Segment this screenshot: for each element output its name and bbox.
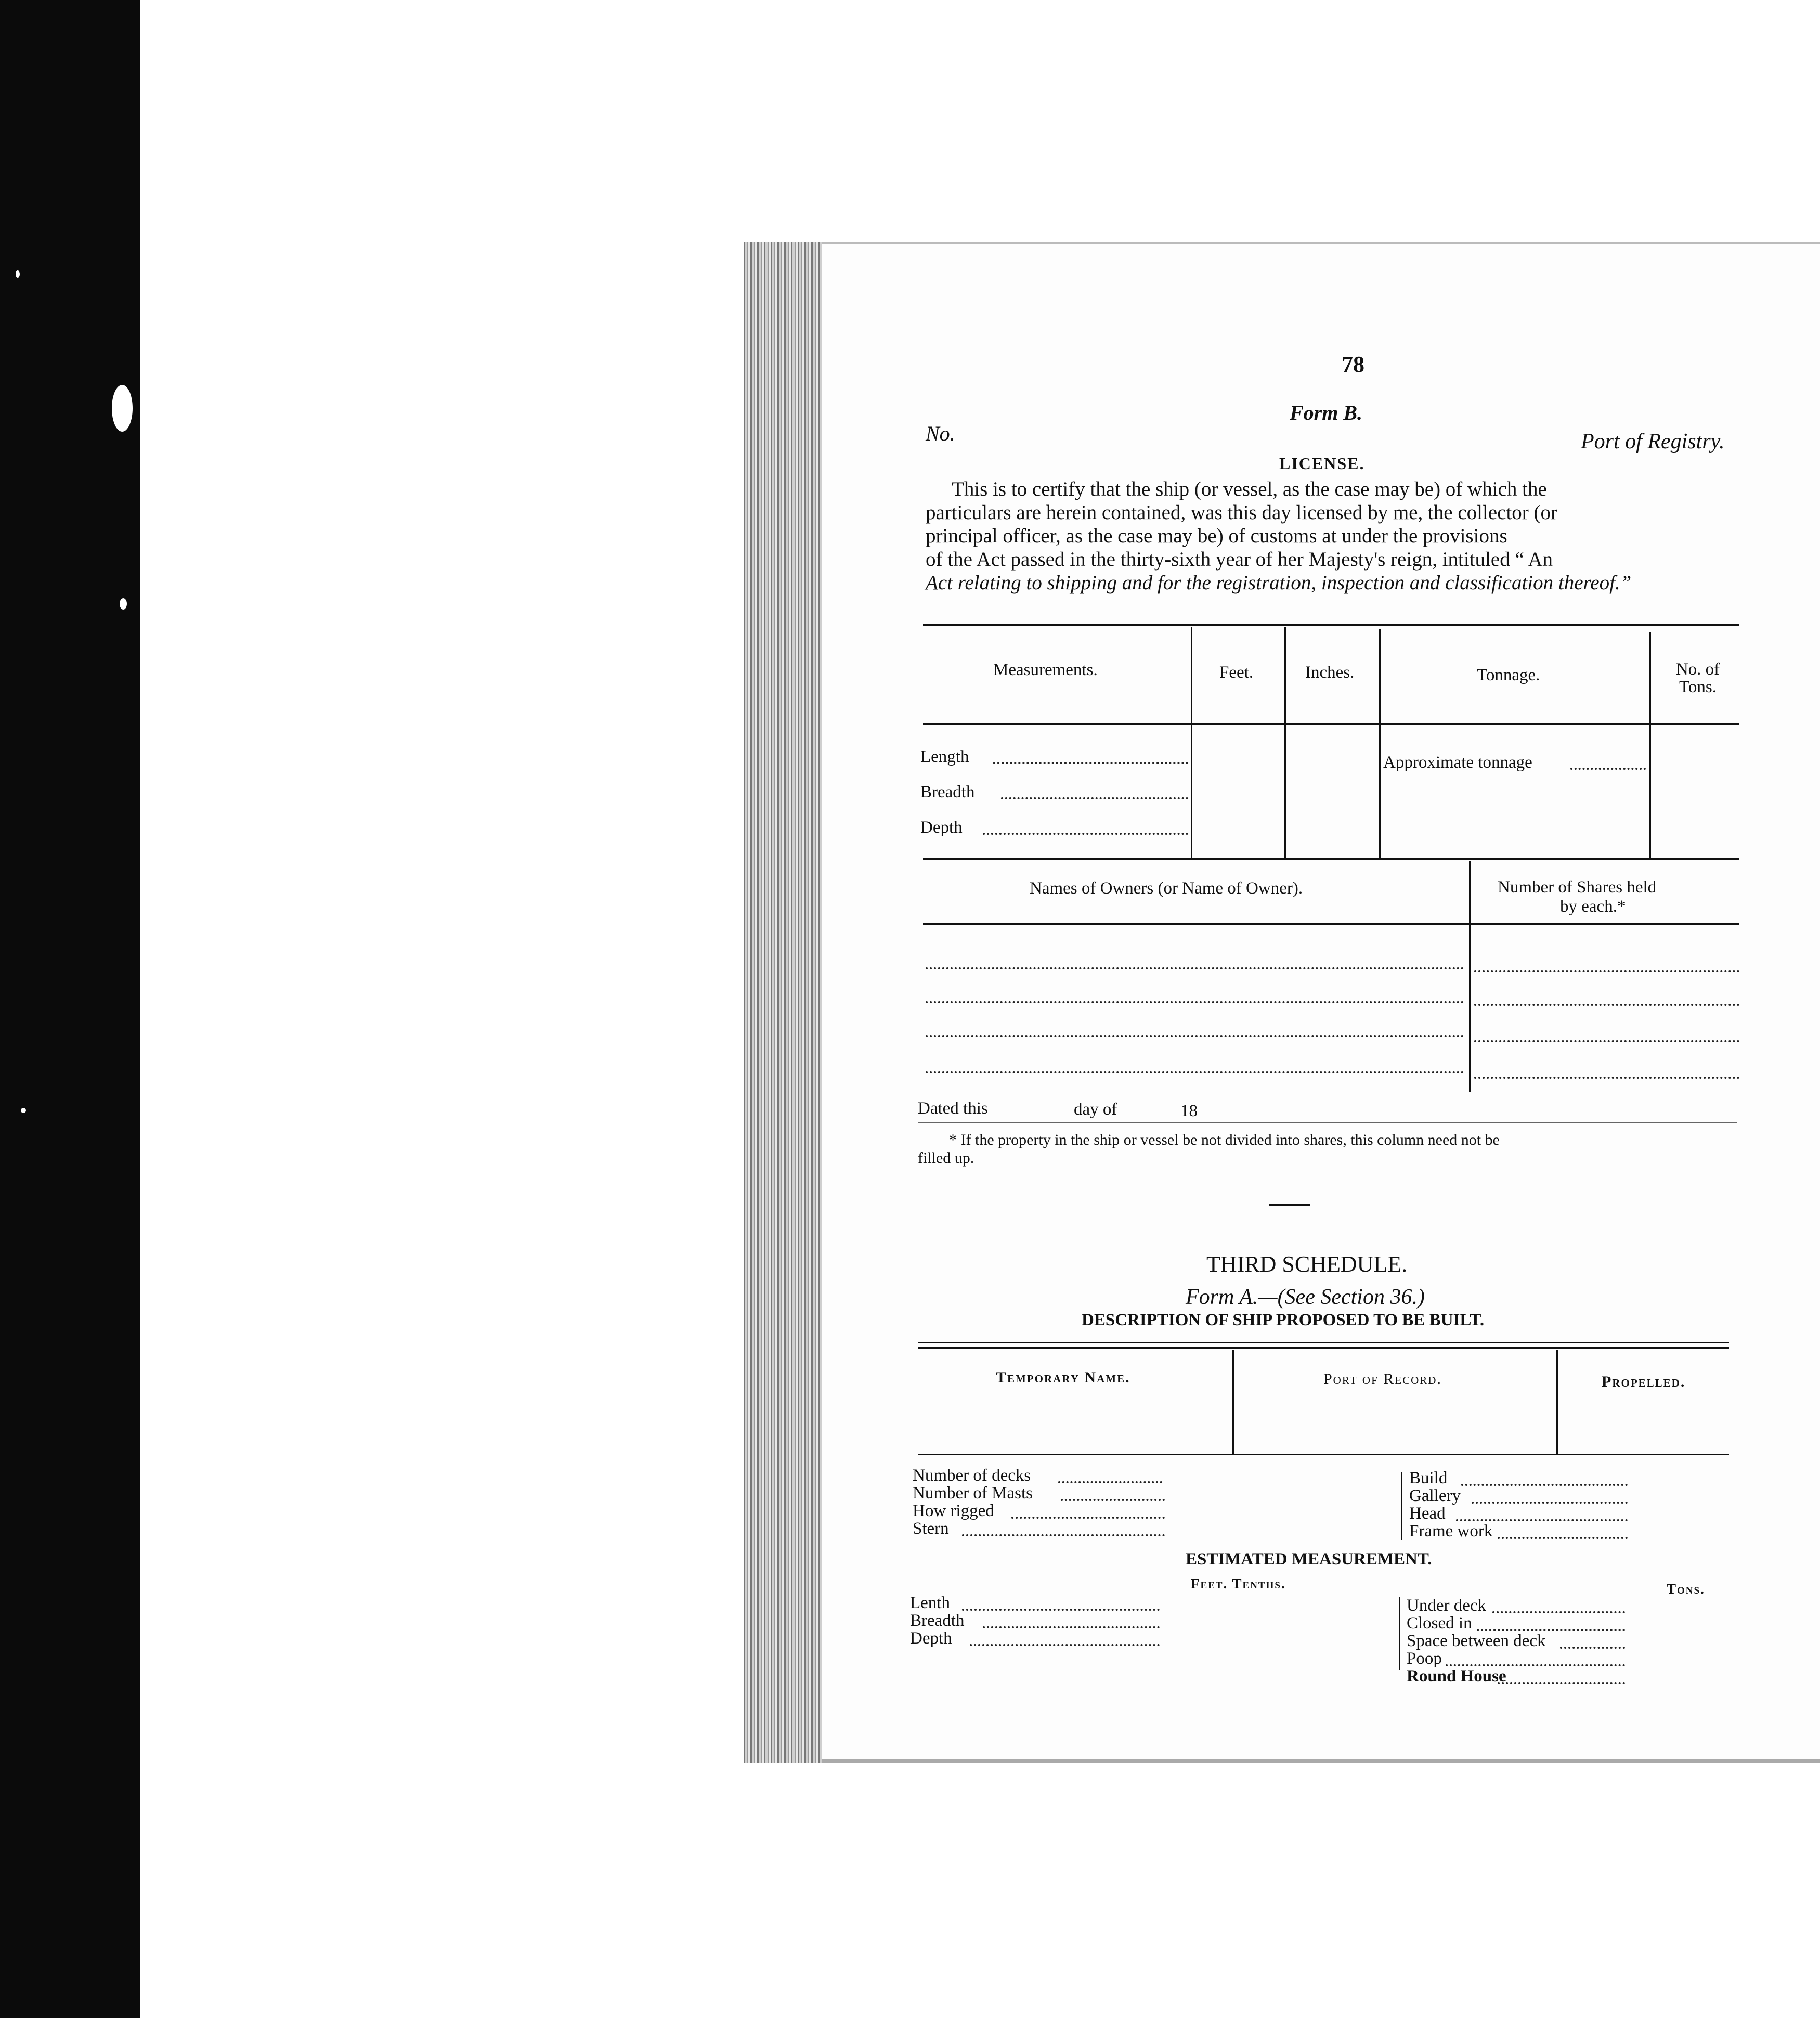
table-divider <box>1191 627 1192 858</box>
measure-right-item: Space between deck <box>1407 1632 1546 1650</box>
schedule-double-rule <box>918 1347 1729 1349</box>
measure-left-item: Depth <box>910 1629 952 1648</box>
col-port-of-record: Port of Record. <box>1323 1370 1442 1388</box>
page-number: 78 <box>1342 352 1364 377</box>
table-top-rule <box>923 624 1739 626</box>
printed-page <box>822 242 1820 1763</box>
col-temporary-name: Temporary Name. <box>996 1369 1130 1386</box>
third-schedule-heading: THIRD SCHEDULE. <box>1206 1251 1408 1277</box>
estimated-measurement-heading: ESTIMATED MEASUREMENT. <box>1186 1550 1432 1569</box>
section-separator <box>1269 1204 1310 1206</box>
dot-leader <box>1461 1484 1628 1486</box>
license-paragraph-line-2: particulars are herein contained, was this day licensed by me, the collector (or <box>926 501 1558 524</box>
measure-left-item: Lenth <box>910 1594 950 1612</box>
left-item: Stern <box>913 1519 949 1538</box>
port-of-registry-label: Port of Registry. <box>1581 430 1725 454</box>
owner-name-line <box>926 1035 1464 1037</box>
scan-speck <box>21 1108 26 1113</box>
footnote-line-1: * If the property in the ship or vessel be not divided into shares, this column need not be <box>949 1131 1500 1148</box>
day-of-label: day of <box>1074 1100 1117 1119</box>
right-item: Build <box>1409 1469 1448 1487</box>
scan-speck <box>120 598 127 610</box>
owner-name-line <box>926 1001 1464 1003</box>
form-a-heading: Form A.—(See Section 36.) <box>1186 1285 1425 1309</box>
row-depth: Depth <box>920 818 963 837</box>
left-item: How rigged <box>913 1502 994 1520</box>
approximate-tonnage: Approximate tonnage <box>1383 753 1532 772</box>
col-owner-names: Names of Owners (or Name of Owner). <box>1030 879 1303 898</box>
license-paragraph-line-3: principal officer, as the case may be) of customs at under the provisions <box>926 525 1507 547</box>
owner-name-line <box>926 967 1464 969</box>
footnote-line-2: filled up. <box>918 1149 974 1167</box>
measure-right-item: Poop <box>1407 1649 1442 1668</box>
col-feet: Feet. <box>1219 663 1254 682</box>
tons-label: Tons. <box>1667 1581 1705 1597</box>
table-divider <box>1649 632 1651 858</box>
measure-right-item: Closed in <box>1407 1614 1472 1633</box>
page-edges <box>744 242 822 1763</box>
shares-line <box>1474 1004 1739 1006</box>
dot-leader <box>1011 1517 1165 1519</box>
dot-leader <box>1001 797 1188 799</box>
shares-line <box>1474 970 1739 972</box>
dot-leader <box>1570 768 1646 770</box>
dot-leader <box>1456 1519 1628 1521</box>
book-spread <box>744 242 1820 1763</box>
no-label: No. <box>926 422 955 445</box>
schedule-divider <box>1232 1350 1234 1454</box>
scan-speck <box>112 385 133 432</box>
measure-right-item: Round House <box>1407 1667 1506 1686</box>
year-prefix: 18 <box>1180 1102 1198 1120</box>
col-shares-line-1: Number of Shares held <box>1498 878 1657 897</box>
measure-left-item: Breadth <box>910 1611 965 1630</box>
schedule-double-rule <box>918 1342 1729 1343</box>
table-divider <box>1284 627 1286 858</box>
col-measurements: Measurements. <box>993 661 1098 679</box>
dot-leader <box>1472 1502 1628 1504</box>
dot-leader <box>983 1626 1160 1628</box>
dot-leader <box>1058 1481 1162 1483</box>
license-paragraph-line-5: Act relating to shipping and for the registration, inspection and classification thereof.” <box>926 572 1632 594</box>
owner-name-line <box>926 1071 1464 1073</box>
dot-leader <box>1560 1647 1625 1649</box>
dot-leader <box>1061 1499 1165 1501</box>
left-item: Number of decks <box>913 1466 1031 1485</box>
col-tonnage: Tonnage. <box>1477 666 1540 684</box>
dot-leader <box>962 1534 1165 1536</box>
col-no-of-tons: No. of Tons. <box>1675 660 1720 696</box>
dot-leader <box>962 1609 1160 1611</box>
row-length: Length <box>920 747 969 766</box>
description-heading: DESCRIPTION OF SHIP PROPOSED TO BE BUILT. <box>1082 1311 1485 1329</box>
col-propelled: Propelled. <box>1602 1373 1686 1390</box>
dot-leader <box>1498 1682 1625 1684</box>
dot-leader <box>1498 1537 1628 1539</box>
scan-speck <box>16 270 20 278</box>
form-b-title: Form B. <box>1290 401 1363 424</box>
col-inches: Inches. <box>1305 663 1355 682</box>
owners-divider <box>1469 861 1471 1092</box>
owners-header-rule <box>923 923 1739 925</box>
dot-leader <box>1446 1664 1625 1666</box>
dated-this-label: Dated this <box>918 1099 988 1118</box>
schedule-item-divider <box>1401 1472 1402 1540</box>
license-paragraph-line-1: This is to certify that the ship (or vessel, as the case may be) of which the <box>952 478 1547 500</box>
license-paragraph-line-4: of the Act passed in the thirty-sixth year of her Majesty's reign, intituled “ An <box>926 548 1553 571</box>
row-breadth: Breadth <box>920 783 975 801</box>
scan-black-margin <box>0 0 140 2018</box>
right-item: Head <box>1409 1504 1446 1523</box>
shares-line <box>1474 1077 1739 1079</box>
dated-rule <box>918 1122 1737 1123</box>
dot-leader <box>993 762 1188 764</box>
table-header-rule <box>923 723 1739 725</box>
schedule-bottom-rule <box>918 1454 1729 1455</box>
feet-tenths-label: Feet. Tenths. <box>1191 1576 1286 1592</box>
measure-divider <box>1399 1597 1400 1670</box>
left-item: Number of Masts <box>913 1484 1033 1503</box>
table-divider <box>1379 629 1381 858</box>
right-item: Frame work <box>1409 1522 1493 1541</box>
schedule-divider <box>1556 1350 1558 1454</box>
table-bottom-rule <box>923 858 1739 860</box>
dot-leader <box>970 1644 1160 1646</box>
measure-right-item: Under deck <box>1407 1596 1487 1615</box>
col-shares-line-2: by each.* <box>1560 897 1626 916</box>
dot-leader <box>1492 1611 1625 1613</box>
shares-line <box>1474 1040 1739 1042</box>
dot-leader <box>983 833 1188 835</box>
license-heading: LICENSE. <box>1279 454 1365 473</box>
right-item: Gallery <box>1409 1486 1461 1505</box>
dot-leader <box>1477 1629 1625 1631</box>
